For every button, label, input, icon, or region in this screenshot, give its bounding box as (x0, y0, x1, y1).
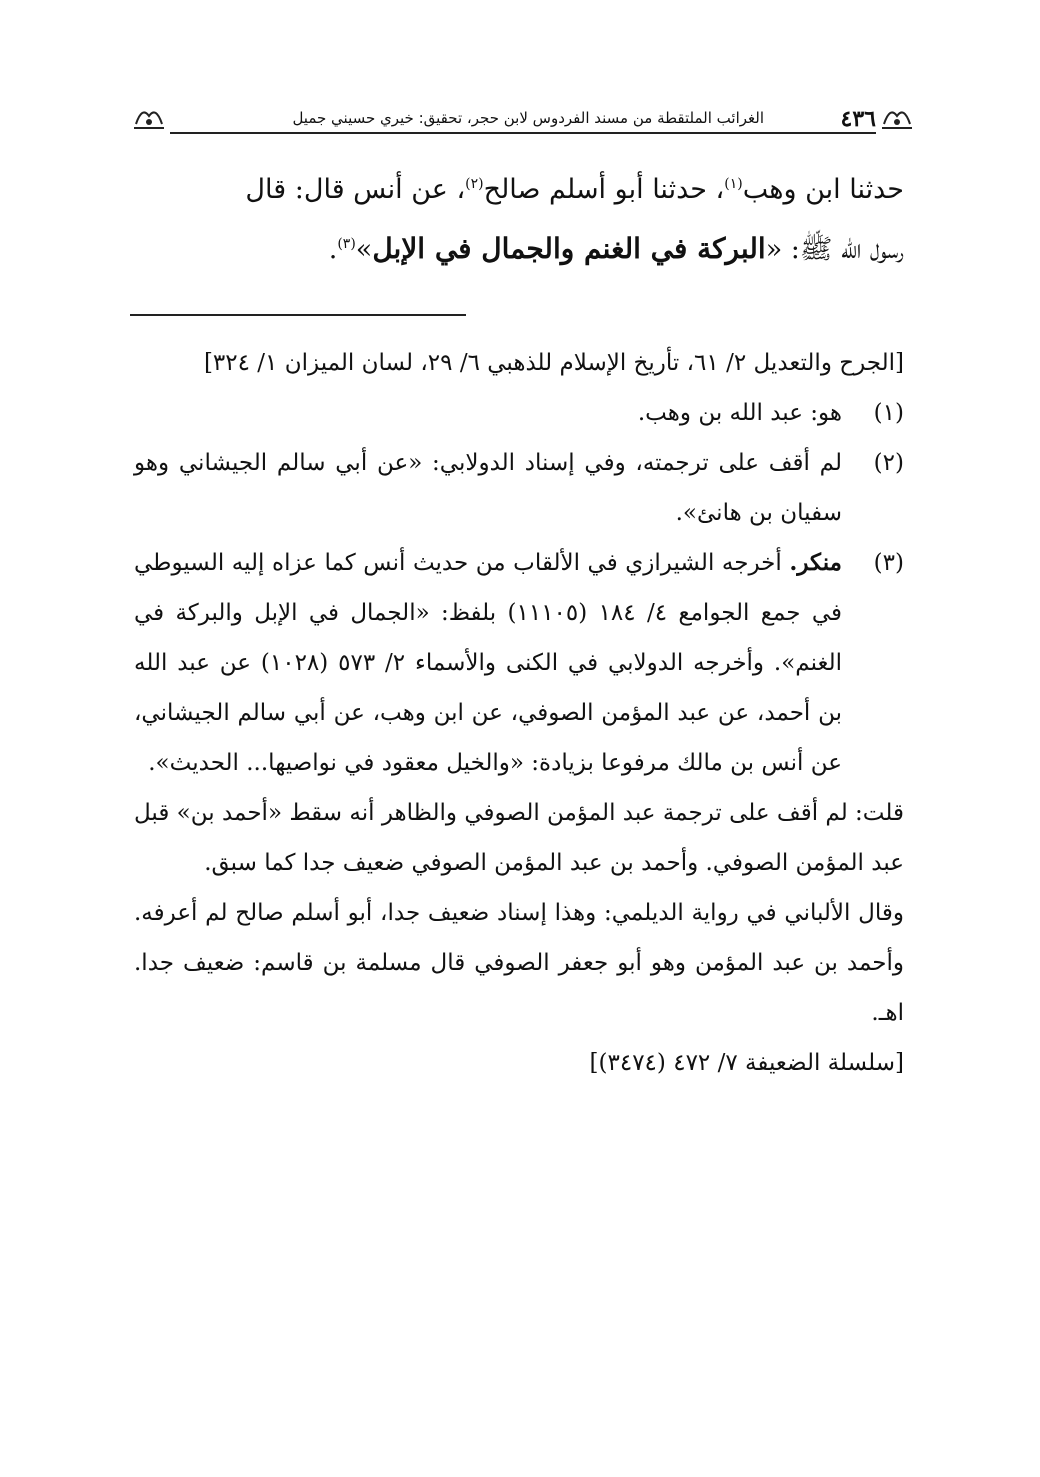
footnote-2 (134, 438, 904, 538)
footnote-separator (130, 314, 466, 316)
grading-label: منكر. (789, 549, 842, 576)
comment-paragraph-1: قلت: لم أقف على ترجمة عبد المؤمن الصوفي والظاهر أنه سقط «أحمد بن» قبل عبد المؤمن الصوفي. وأحمد بن عبد المؤمن الصوفي ضعيف جدا كما سبق. (134, 800, 904, 876)
footnote-ref-2: (٢) (465, 176, 484, 192)
footnote-text: لم أقف على ترجمته، وفي إسناد الدولابي: «عن أبي سالم الجيشاني وهو سفيان بن هانئ». (134, 450, 842, 526)
comment-paragraph-2: وقال الألباني في رواية الديلمي: وهذا إسناد ضعيف جدا، أبو أسلم صالح لم أعرفه. وأحمد بن عبد المؤمن وهو أبو جعفر الصوفي قال مسلمة بن قاسم: ضعيف جدا. اهـ. (134, 900, 904, 1026)
header-rule (170, 132, 876, 134)
running-header (132, 98, 914, 138)
footnote-1 (134, 388, 904, 438)
page-number: ٤٣٦ (840, 106, 876, 132)
ornament-icon (132, 102, 166, 130)
comment-citation: [سلسلة الضعيفة ٧/ ٤٧٢ (٣٤٧٤)] (589, 1050, 904, 1076)
footnote-ref-1: (١) (724, 176, 743, 192)
hadith-line-1: حدثنا ابن وهب$^{(١)}$، حدثنا أبو أسلم صالح$^{(٢)}$، عن أنس قال: قال (245, 174, 904, 205)
footnote-number: (٣) (873, 550, 904, 576)
footnote-3 (134, 538, 904, 788)
footnotes-section (134, 338, 904, 1088)
footnote-ref-3: (٣) (337, 236, 356, 252)
footnote-number: (١) (873, 400, 904, 426)
footnote-number: (٢) (873, 450, 904, 476)
footnote-text: هو: عبد الله بن وهب. (637, 400, 842, 426)
hadith-matn: البركة في الغنم والجمال في الإبل (372, 232, 766, 265)
sources-citation: [الجرح والتعديل ٢/ ٦١، تأريخ الإسلام للذهبي ٦/ ٢٩، لسان الميزان ١/ ٣٢٤] (203, 350, 904, 376)
hadith-text (134, 160, 904, 279)
ornament-icon (880, 102, 914, 130)
running-title: الغرائب الملتقطة من مسند الفردوس لابن حجر، تحقيق: خيري حسيني جميل (292, 109, 764, 127)
hadith-line-2: رسول الله ﷺ: «البركة في الغنم والجمال في الإبل»$^{(٣)}$. (328, 232, 904, 265)
footnote-text: أخرجه الشيرازي في الألقاب من حديث أنس كما عزاه إليه السيوطي في جمع الجوامع ٤/ ١٨٤ (١١١٠٥) بلفظ: «الجمال في الإبل والبركة في الغنم». وأخرجه الدولابي في الكنى والأسماء ٢/ ٥٧٣ (١٠٢٨) عن عبد الله بن أحمد، عن عبد المؤمن الصوفي، عن ابن وهب، عن أبي سالم الجيشاني، عن أنس بن مالك مرفوعا بزيادة: «والخيل معقود في نواصيها... الحديث». (134, 550, 843, 776)
